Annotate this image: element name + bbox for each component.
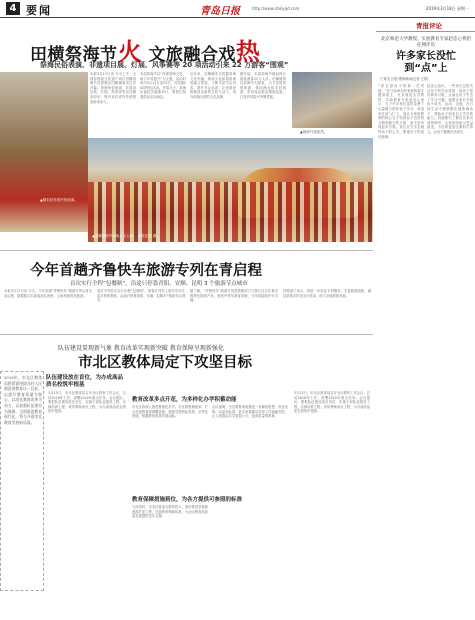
page-number: 4 bbox=[6, 2, 20, 15]
lead-subtitle: 队伍建设放在首位，为办成高品质名校筑牢根基 bbox=[46, 375, 124, 388]
body-column: 赵忠心指出，一些家长过度关注孩子的学业成绩，给孩子报各种补习班，反而让孩子失去了学习兴趣。他建议家长多陪孩子读书、运动、交流，在日常生活中潜移默化地影响孩子，帮助孩子形成自主学习的能力。讲座吸引了数百名家长到场聆听，大家纷纷表示受益匪浅，今后将更加注重科学育儿，让孩子健康快乐成长。 bbox=[427, 84, 473, 134]
body-column: “家长是孩子的第一任老师。”在日前举办的家庭教育专题讲座上，北京师范大学教授、实验教育专家赵忠心表示，当下许多家长虽然花费了大量精力陪伴孩子学习，却没有忙到“点”上。他认为家庭教育的核心在于培养孩子良好的习惯和健全的人格，而不是单纯追求分数。家长应当学会倾听孩子的心声，尊重孩子的成长规律。 bbox=[378, 84, 424, 139]
festival-photo-small[interactable] bbox=[292, 72, 372, 128]
body-column: 3月15日，市北区教体局召开全区教育工作会议，总结2018年工作，部署2019年重点任务。会议提出，要把队伍建设放在首位，实施干部队伍建设工程、名师培养工程、青年教师成长工程，为办成高品质名校筑牢根基。 bbox=[294, 391, 370, 414]
body-column: 本报3月17日讯 今天上午，全国非物质文化遗产项目田横祭海节在即墨区田横镇周戈庄村开幕。祭海民俗表演、非遗项目展、灯展、风筝赛等活动精彩纷呈，吸引来自省内外的游客前来参与。 bbox=[90, 72, 136, 104]
photo-caption-main: ▲田横祭海节现场人山人海。 本报记者 摄 bbox=[92, 234, 157, 238]
section-subtitle: 教育改革多点开花，为多样化办学积蓄动能 bbox=[132, 397, 237, 403]
body-column: 本届祭海节以“传承祭海文化，助力乡村振兴”为主题，活动时间为3月17日至23日，共设置20项特色活动。开幕当天，祭海祈福仪式隆重举行，渔民们抬着供品走向海边。 bbox=[140, 72, 186, 99]
top-story-headline[interactable]: 田横祭海节火 文旅融合戏热 bbox=[30, 38, 261, 66]
sidebar-text: 2019年，市北区教体局将紧紧围绕办好人民满意的教育这一目标，以提升教育质量为核心，以深化教育改革为动力，以加强队伍建设为保障，全面推进教育现代化，努力开创市北教育发展新局面。 bbox=[4, 375, 42, 425]
commentary-header bbox=[376, 20, 475, 32]
tourist-train-headline[interactable]: 今年首趟齐鲁快车旅游专列在青启程 bbox=[30, 263, 262, 279]
top-story-subhead: 祭海民俗表演、非遗项目展、灯展、风筝赛等 20 项活动引来 22 万游客“围观” bbox=[40, 61, 289, 69]
body-column: 市北区将深入推进集团化办学、学区制管理改革，扩大优质教育资源覆盖面，鼓励学校特色发展、多样化发展，积蓄教育改革发展动能。 bbox=[132, 405, 208, 419]
commentary-label: 青报评论 bbox=[416, 22, 442, 30]
masthead-logo: 青岛日报 bbox=[200, 6, 240, 17]
body-column: 本报3月17日讯 今天，今年首趟“齐鲁快车”旅游专列从青岛站启程，载着数百名游客前往贵州、云南等地观光旅游。 bbox=[4, 289, 92, 298]
top-story bbox=[0, 20, 373, 246]
education-bureau-story bbox=[0, 334, 373, 620]
body-column: 据介绍，本届祭海节期间预计接待游客22万人次。田横镇将以祭海节为契机，大力发展民俗旅游、休闲渔业和乡村旅游，带动周边群众增收致富，打造乡村振兴齐鲁样板。 bbox=[240, 72, 286, 99]
photo-caption-left: ▲精彩纷呈的民俗表演。 bbox=[40, 198, 78, 202]
education-kicker: 队伍建设显现新气象 教育改革实现新突破 教育保障呈现新强化 bbox=[58, 345, 224, 352]
section-name: 要闻 bbox=[26, 4, 52, 17]
body-column: 会议强调，全区教育系统要进一步解放思想、攻坚克难，以更高标准、更实举措推动各项工作落地见效，让人民群众共享更加公平、更高质量的教育。 bbox=[212, 405, 288, 419]
body-column: 据了解，“齐鲁快车”旅游专列是铁路部门与旅行社合作推出的特色旅游产品，深受中老年游客青睐，今年将陆续开行多趟。 bbox=[190, 289, 278, 303]
issue-date: 2019年3月18日 星期一 bbox=[425, 6, 469, 11]
body-column: 近年来，田横镇充分挖掘祭海文化内涵，推动文化和旅游深度融合发展，不断丰富节会内容，提升节会品质，让传统民俗焕发出新的生机与活力，成为叫响全国的文化品牌。 bbox=[190, 72, 236, 99]
tourist-train-body bbox=[4, 289, 372, 329]
tourist-train-subhead: 首次实行全程“包餐制”，沿途只停靠青阳、安顺、昆明 3 个旅游节点城市 bbox=[70, 281, 248, 287]
section-subtitle: 教育保障措施到位，为各方提供可参照的标准 bbox=[132, 497, 243, 503]
tourist-train-story bbox=[0, 250, 373, 330]
education-body bbox=[48, 391, 372, 619]
page-header bbox=[0, 0, 475, 18]
commentary-body bbox=[378, 84, 473, 614]
commentary-column bbox=[376, 20, 475, 620]
folk-performance-photo[interactable] bbox=[0, 72, 88, 232]
education-headline[interactable]: 市北区教体局定下攻坚目标 bbox=[78, 355, 252, 371]
education-lead bbox=[46, 375, 126, 389]
body-column: 与此同时，市北区将加大教育投入，加快推进学校新建改扩建工程，完善教育保障体系，为全区教育高质量发展提供坚实支撑。 bbox=[132, 505, 208, 519]
commentary-kicker: 北京师范大学教授、实验教育专家赵忠心将担任网评员 bbox=[381, 37, 471, 48]
education-sidebar-box bbox=[0, 371, 44, 591]
festival-main-photo[interactable] bbox=[88, 138, 373, 242]
crowd bbox=[88, 182, 373, 242]
photo-caption-small: ▲现场气氛热烈。 bbox=[300, 130, 328, 134]
commentary-title[interactable]: 许多家长没忙到“点”上 bbox=[396, 51, 456, 74]
body-column: 此次专列首次实行全程“包餐制”，游客在列车上即可享用丰富多样的餐食，沿途只停靠青阳、安顺、昆明3个旅游节点城市。 bbox=[97, 289, 185, 303]
website-url[interactable]: http://www.dailyqd.com bbox=[252, 6, 300, 11]
commentary-byline: □青岛日报/观海新闻记者 王娟 bbox=[380, 77, 428, 81]
body-column: 铁路部门表示，将进一步优化专列服务，丰富旅游线路，满足游客多样化出行需求，助力全域旅游发展。 bbox=[283, 289, 371, 298]
body-column: 3月15日，市北区教体局召开全区教育工作会议，总结2018年工作，部署2019年重点任务。会议提出，要把队伍建设放在首位，实施干部队伍建设工程、名师培养工程、青年教师成长工程，为办成高品质名校筑牢根基。 bbox=[48, 391, 126, 414]
